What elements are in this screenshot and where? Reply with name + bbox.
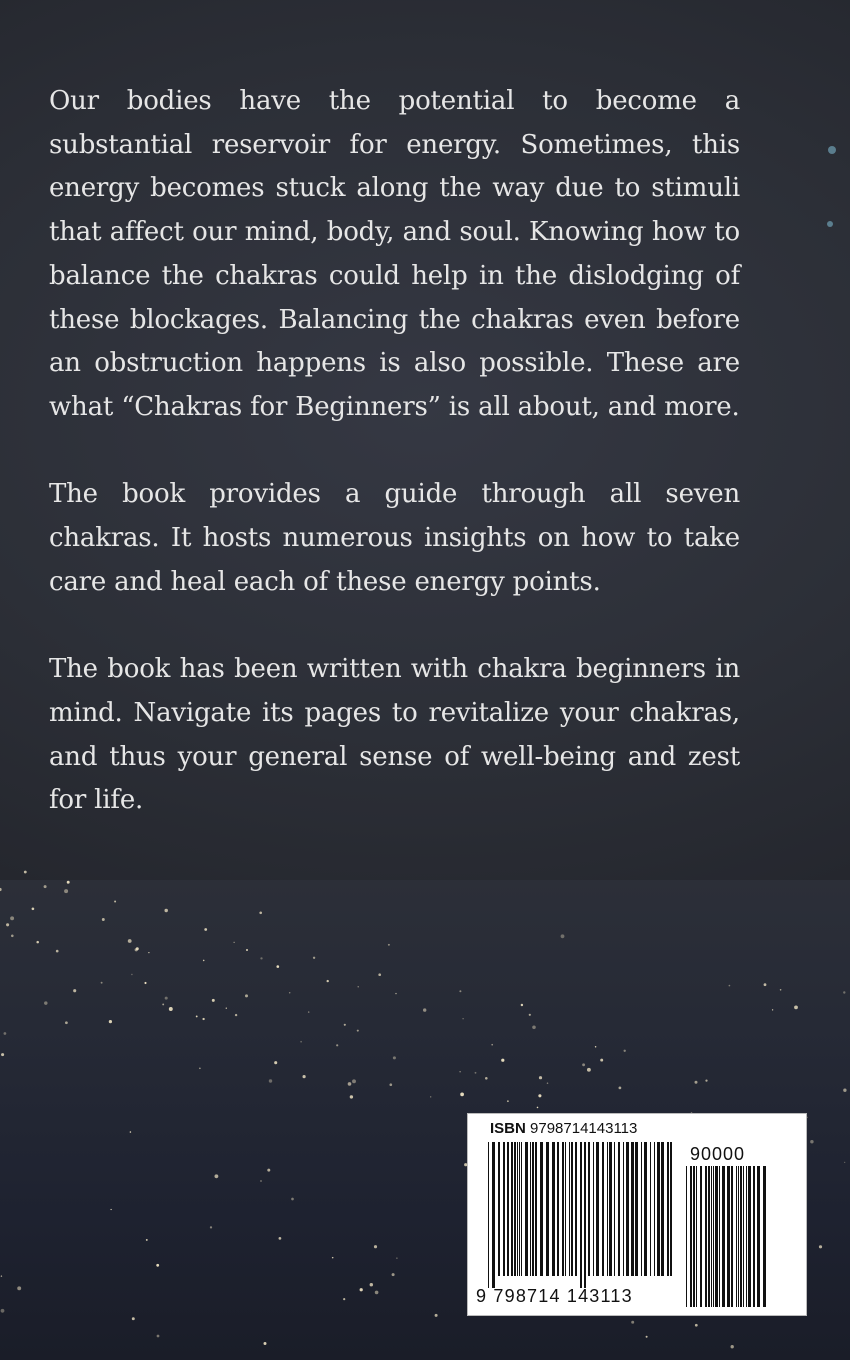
star <box>344 1024 346 1026</box>
star <box>245 994 248 997</box>
star <box>202 1018 204 1020</box>
star <box>430 1096 431 1097</box>
barcode-bar <box>657 1142 660 1276</box>
star <box>199 1068 201 1070</box>
star <box>343 1298 345 1300</box>
star <box>507 1100 509 1102</box>
ean13-digits: 9 798714 143113 <box>476 1286 633 1306</box>
star <box>561 934 565 938</box>
star <box>11 935 14 938</box>
star <box>146 1239 148 1241</box>
barcode-bar <box>670 1142 672 1276</box>
star <box>164 909 167 912</box>
star <box>212 999 215 1002</box>
star <box>259 911 262 914</box>
star <box>44 885 47 888</box>
barcode-bar <box>614 1142 615 1276</box>
star <box>210 1226 212 1228</box>
star <box>539 1076 542 1079</box>
barcode-bar <box>705 1166 707 1307</box>
barcode-bar <box>498 1142 500 1276</box>
star <box>423 1008 426 1011</box>
star <box>491 1044 493 1046</box>
star <box>619 1087 622 1090</box>
barcode-bar <box>693 1166 695 1307</box>
star <box>393 1056 396 1059</box>
star <box>128 939 132 943</box>
star <box>358 986 359 987</box>
star <box>313 957 315 959</box>
star <box>131 974 132 975</box>
barcode-bar <box>700 1166 702 1307</box>
star <box>109 1020 112 1023</box>
star <box>203 960 205 962</box>
star <box>0 888 2 891</box>
blurb-paragraph-1: Our bodies have the potential to become a substantial reservoir for energy. Sometimes, this energy becomes stuck along the way due to stimuli that affect our mind, body, and soul. Knowing how to balance the chakras could help in the dislodging of these blockages. Balancing the chakras even before an obstruction happens is also possible. These are what “Chakras for Beginners” is all about, and more. <box>49 86 740 422</box>
barcode-bar <box>580 1142 582 1288</box>
star <box>459 1071 460 1072</box>
barcode-bar <box>711 1166 712 1307</box>
star <box>234 942 235 943</box>
star <box>6 923 9 926</box>
star <box>269 1079 272 1082</box>
barcode-bar <box>575 1142 577 1276</box>
price-addon-bars <box>686 1166 768 1307</box>
star <box>226 1008 227 1009</box>
star <box>392 1273 395 1276</box>
barcode-bar <box>503 1142 505 1276</box>
star <box>731 1345 734 1348</box>
star <box>357 1030 359 1032</box>
star <box>135 948 138 951</box>
barcode-bar <box>557 1142 559 1276</box>
star <box>827 221 833 227</box>
star <box>32 907 35 910</box>
barcode-bar <box>530 1142 531 1276</box>
star <box>303 1075 306 1078</box>
star <box>1 1053 4 1056</box>
barcode-bar <box>609 1142 612 1276</box>
price-addon-digits: 90000 <box>690 1144 746 1164</box>
star <box>332 1257 334 1259</box>
star <box>374 1245 377 1248</box>
star <box>132 1317 135 1320</box>
star <box>4 1032 7 1035</box>
barcode-bar <box>748 1166 751 1307</box>
isbn-number: 9798714143113 <box>530 1120 638 1137</box>
star <box>547 1082 549 1084</box>
barcode-bar <box>514 1142 516 1276</box>
star <box>462 1018 463 1019</box>
star <box>1 1309 5 1313</box>
star <box>148 952 149 953</box>
star <box>631 1321 634 1324</box>
barcode-bar <box>618 1142 620 1276</box>
barcode-bar <box>713 1166 714 1307</box>
star <box>772 1009 773 1010</box>
star <box>274 1061 277 1064</box>
star <box>810 1140 813 1143</box>
star <box>729 985 731 987</box>
star <box>695 1324 698 1327</box>
barcode-bar <box>736 1166 737 1307</box>
star <box>196 1015 198 1017</box>
star <box>396 1257 397 1258</box>
barcode-bar <box>746 1166 747 1307</box>
barcode-bar <box>540 1142 543 1276</box>
star <box>56 950 59 953</box>
barcode-bar <box>571 1142 573 1276</box>
barcode-bar <box>641 1142 642 1276</box>
barcode-bar <box>757 1166 760 1307</box>
barcode-bar <box>727 1166 730 1307</box>
star <box>501 1059 504 1062</box>
star <box>843 991 845 993</box>
star <box>350 1095 353 1098</box>
star <box>582 1063 585 1066</box>
star <box>246 949 248 951</box>
star <box>264 1342 267 1345</box>
star <box>162 1003 164 1005</box>
star <box>624 1050 626 1052</box>
star <box>388 944 390 946</box>
barcode-bar <box>654 1142 655 1276</box>
barcode-bar <box>623 1142 624 1276</box>
star <box>1 1275 2 1276</box>
star <box>348 1082 352 1086</box>
barcode-bar <box>686 1166 687 1307</box>
star <box>144 982 146 984</box>
star <box>44 1001 47 1004</box>
star <box>395 993 396 994</box>
star <box>169 1007 173 1011</box>
barcode-bar <box>525 1142 528 1276</box>
star <box>130 1131 132 1133</box>
barcode-bar <box>631 1142 634 1276</box>
star <box>537 1107 539 1109</box>
barcode-bar <box>532 1142 534 1276</box>
star <box>646 1336 648 1338</box>
star <box>521 1004 523 1006</box>
star <box>460 1093 464 1097</box>
star <box>300 1041 302 1043</box>
star <box>73 989 76 992</box>
barcode-bar <box>562 1142 564 1276</box>
barcode-bar <box>488 1142 489 1288</box>
barcode-bar <box>696 1166 697 1307</box>
barcode-bar <box>519 1142 520 1276</box>
star <box>764 983 767 986</box>
barcode-bar <box>552 1142 555 1276</box>
barcode-bar <box>708 1166 710 1307</box>
barcode-bar <box>511 1142 513 1276</box>
star <box>336 1044 338 1046</box>
barcode-bar <box>650 1142 651 1276</box>
star <box>435 1314 438 1317</box>
star <box>36 941 39 944</box>
isbn-prefix: ISBN <box>490 1120 526 1137</box>
barcode-bar <box>722 1166 725 1307</box>
star <box>156 1264 159 1267</box>
star <box>843 1089 846 1092</box>
star <box>538 1094 541 1097</box>
ean13-bars <box>488 1142 672 1288</box>
barcode-bar <box>607 1142 608 1276</box>
star <box>214 1174 218 1178</box>
star <box>600 1059 603 1062</box>
barcode-bar <box>753 1166 755 1307</box>
barcode-bar <box>565 1142 566 1276</box>
barcode-bar <box>667 1142 669 1276</box>
star <box>17 1286 21 1290</box>
star <box>110 1209 111 1210</box>
star <box>819 1245 822 1248</box>
barcode-bar <box>731 1166 733 1307</box>
star <box>794 1006 798 1010</box>
star <box>260 957 262 959</box>
star <box>267 1169 270 1172</box>
barcode-bar <box>719 1166 720 1307</box>
cover-blurb <box>49 80 740 867</box>
star <box>705 1079 707 1081</box>
blurb-paragraph-2: The book provides a guide through all seven chakras. It hosts numerous insights on how to take care and heal each of these energy points. <box>49 479 740 597</box>
star <box>485 1077 488 1080</box>
star <box>375 1291 379 1295</box>
star <box>389 1083 392 1086</box>
barcode-bar <box>626 1142 629 1276</box>
barcode-bar <box>740 1166 742 1307</box>
barcode-bar <box>517 1142 518 1276</box>
star <box>64 889 68 893</box>
star <box>378 973 381 976</box>
star <box>595 1046 597 1048</box>
star <box>279 1237 282 1240</box>
star <box>65 1021 68 1024</box>
star <box>291 1198 294 1201</box>
star <box>289 992 290 993</box>
barcode-bar <box>593 1142 594 1276</box>
barcode-bar <box>588 1142 590 1276</box>
star <box>370 1283 373 1286</box>
star <box>157 1335 160 1338</box>
star <box>114 901 116 903</box>
star <box>10 916 14 920</box>
star <box>459 990 461 992</box>
star <box>844 1162 845 1163</box>
blurb-paragraph-3: The book has been written with chakra beginners in mind. Navigate its pages to revitalize your chakras, and thus your general sense of well-being and zest for life. <box>49 654 740 816</box>
star <box>260 1180 261 1181</box>
star <box>360 1288 363 1291</box>
star <box>204 928 207 931</box>
isbn-barcode <box>467 1113 807 1316</box>
barcode-bar <box>521 1142 522 1276</box>
star <box>102 918 105 921</box>
barcode-bar <box>535 1142 537 1276</box>
barcode-bar <box>569 1142 570 1276</box>
star <box>165 997 168 1000</box>
barcode-bar <box>584 1142 586 1288</box>
star <box>780 989 782 991</box>
star <box>101 982 103 984</box>
star <box>352 1079 356 1083</box>
barcode-bar <box>602 1142 604 1276</box>
star <box>532 1026 536 1030</box>
star <box>235 1014 237 1016</box>
star <box>327 980 329 982</box>
barcode-bar <box>763 1166 766 1307</box>
barcode-bar <box>715 1166 718 1307</box>
barcode-bar <box>661 1142 664 1276</box>
star <box>475 1072 477 1074</box>
star <box>587 1068 591 1072</box>
barcode-bar <box>743 1166 744 1307</box>
star <box>529 1014 531 1016</box>
star <box>276 965 279 968</box>
star <box>828 146 836 154</box>
star <box>695 1081 698 1084</box>
isbn-label <box>490 1120 637 1137</box>
barcode-bar <box>507 1142 509 1276</box>
barcode-bar <box>546 1142 549 1276</box>
star <box>308 1011 309 1012</box>
barcode-bar <box>690 1166 692 1307</box>
barcode-bar <box>635 1142 638 1276</box>
star <box>67 881 70 884</box>
star <box>24 871 27 874</box>
barcode-bar <box>644 1142 647 1276</box>
barcode-bar <box>596 1142 599 1276</box>
barcode-bar <box>738 1166 739 1307</box>
barcode-bar <box>492 1142 495 1288</box>
